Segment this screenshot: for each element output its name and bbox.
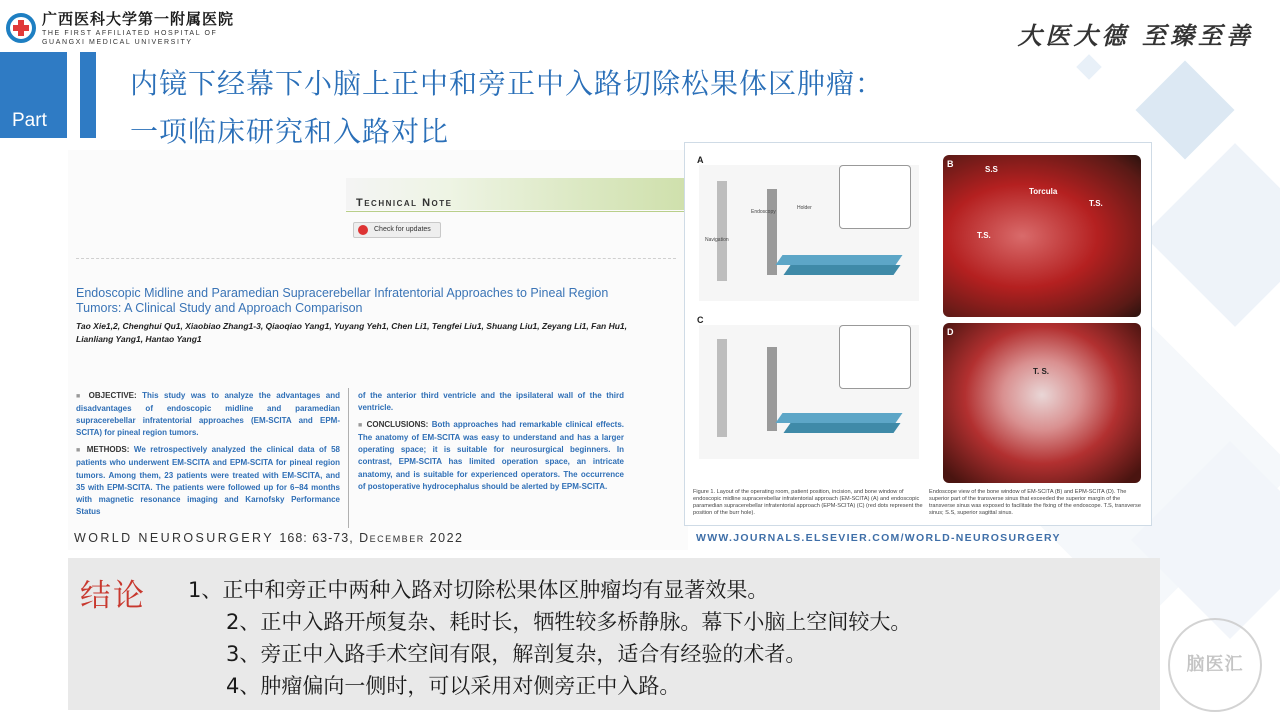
navigation-tower — [767, 189, 777, 275]
endoscopy-tower — [717, 339, 727, 437]
conclusion-item: 2、正中入路开颅复杂、耗时长，牺牲较多桥静脉。幕下小脑上空间较大。 — [226, 610, 912, 634]
hospital-motto: 大医大德 至臻至善 — [1017, 21, 1254, 50]
part-label: Part — [12, 110, 47, 131]
section-label: Technical Note — [356, 197, 453, 209]
bg-diamond — [1076, 54, 1101, 79]
hospital-logo — [6, 8, 234, 47]
bg-diamond — [1143, 143, 1280, 327]
journal-date: December 2022 — [359, 531, 464, 545]
incision-inset — [839, 165, 911, 229]
update-icon — [358, 225, 368, 235]
panel-label: C — [697, 315, 704, 325]
conclusion-item: 1、正中和旁正中两种入路对切除松果体区肿瘤均有显著效果。 — [188, 578, 769, 602]
operating-table — [783, 265, 900, 275]
conclusions-text: Both approaches had remarkable clinical effects. The anatomy of EM-SCITA was easy to understand and has a larger operating space; it is suitable for neurosurgical beginners. In contrast, EPM-SCITA has limited operation space, an intricate anatomy, and is suitable for experienced operators. The occurrence of postoperative hydrocephalus should be alerted by EPM-SCITA. — [358, 420, 624, 491]
objective-label: OBJECTIVE: — [88, 391, 137, 400]
objective-text: This study was to analyze the advantages and disadvantages of endoscopic midline and paramedian supracerebellar infratentorial approaches (EM-SCITA and EPM-SCITA) for pineal region tumors. — [76, 391, 340, 438]
hospital-name — [42, 8, 234, 47]
check-updates-label: Check for updates — [374, 226, 431, 233]
slide-title-line: 内镜下经幕下小脑上正中和旁正中入路切除松果体区肿瘤： — [130, 67, 885, 100]
hospital-name-en: GUANGXI MEDICAL UNIVERSITY — [42, 39, 193, 46]
paper-excerpt — [68, 150, 688, 550]
figure-caption: Endoscope view of the bone window of EM-SCITA (B) and EPM-SCITA (D). The superior part of the transverse sinus that exceeded the superior margin of the transverse sinus was exposed to facilitate the fixing of the endoscope. T.S, transverse sinus; S.S, superior sagittal sinus. — [929, 489, 1141, 516]
hospital-cross-icon — [6, 13, 36, 43]
operating-table — [775, 413, 902, 423]
incision-inset — [839, 325, 911, 389]
room-label: Navigation — [705, 237, 729, 243]
abstract-objective: ■ OBJECTIVE: This study was to analyze the advantages and disadvantages of endoscopic midline and paramedian supracerebellar infratentorial approaches (EM-SCITA and EPM-SCITA) for pineal region tumors. — [76, 391, 340, 438]
abstract-methods: ■ METHODS: We retrospectively analyzed the clinical data of 58 patients who underwent EM-SCITA and EPM-SCITA for pineal region tumors. Among them, 23 patients were treated with EM-SCITA, and 35 with EPM-SCITA. The patients were followed up for 6−84 months with magnetic resonance imaging and Karnofsky Performance Status — [76, 445, 340, 516]
operating-room-illustration-a — [699, 165, 919, 301]
journal-volume: 168: 63-73, — [279, 531, 354, 545]
conclusion-box — [68, 558, 1160, 710]
conclusion-label: 结论 — [80, 578, 146, 614]
panel-label: A — [697, 155, 704, 165]
abstract-left-column — [76, 390, 340, 523]
room-label: Holder — [797, 205, 812, 211]
check-updates-button[interactable] — [353, 222, 441, 238]
journal-url: WWW.JOURNALS.ELSEVIER.COM/WORLD-NEUROSURGERY — [696, 532, 1061, 544]
photo-annotation: T.S. — [977, 231, 991, 240]
operating-table — [775, 255, 902, 265]
conclusion-list — [188, 574, 911, 702]
navigation-tower — [767, 347, 777, 431]
conclusion-item: 3、旁正中入路手术空间有限，解剖复杂，适合有经验的术者。 — [226, 642, 807, 666]
room-label: Endoscopy — [751, 209, 776, 215]
watermark-logo: 脑医汇 — [1168, 618, 1262, 712]
operating-room-illustration-c — [699, 325, 919, 459]
photo-annotation: Torcula — [1029, 187, 1058, 196]
methods-text: We retrospectively analyzed the clinical data of 58 patients who underwent EM-SCITA and EPM-SCITA for pineal region tumors. Among them, 23 patients were treated with EM-SCITA, and 35 with EPM-SCITA. The patients were followed up for 6−84 months with magnetic resonance imaging and Karnofsky Performance Status — [76, 445, 340, 516]
photo-annotation: T. S. — [1033, 367, 1050, 376]
methods-label: METHODS: — [86, 445, 130, 455]
photo-annotation: T.S. — [1089, 199, 1103, 208]
panel-label: D — [947, 327, 954, 337]
part-accent-bar — [80, 52, 96, 138]
abstract-conclusions: ■ CONCLUSIONS: Both approaches had remarkable clinical effects. The anatomy of EM-SCITA was easy to understand and has a larger operating space; it is suitable for neurosurgical beginners. In contrast, EPM-SCITA has limited operation space, an intricate anatomy, and is suitable for experienced operators. The occurrence of postoperative hydrocephalus should be alerted by EPM-SCITA. — [358, 420, 624, 491]
article-authors: Tao Xie1,2, Chenghui Qu1, Xiaobiao Zhang1-3, Qiaoqiao Yang1, Yuyang Yeh1, Chen Li1, Tengfei Liu1, Shuang Liu1, Zeyang Li1, Fan Hu1, Lianliang Yang1, Hantao Yang1 — [76, 321, 628, 344]
hospital-name-cn: 广西医科大学第一附属医院 — [42, 10, 235, 28]
abstract-right-column — [358, 390, 624, 498]
journal-name: WORLD NEUROSURGERY — [74, 531, 274, 545]
hospital-name-en: THE FIRST AFFILIATED HOSPITAL OF — [42, 30, 218, 37]
conclusion-item: 4、肿瘤偏向一侧时，可以采用对侧旁正中入路。 — [226, 674, 681, 698]
article-title: Endoscopic Midline and Paramedian Supracerebellar Infratentorial Approaches to Pineal Region Tumors: A Clinical Study and Approach Comparison — [76, 286, 609, 315]
endoscopy-tower — [717, 181, 727, 281]
endoscope-photo-d — [943, 323, 1141, 483]
operating-table — [783, 423, 900, 433]
divider — [76, 258, 676, 259]
panel-label: B — [947, 159, 954, 169]
part-tab — [0, 52, 67, 138]
divider — [346, 211, 686, 212]
results-continuation: of the anterior third ventricle and the ipsilateral wall of the third ventricle. — [358, 391, 624, 413]
endoscope-photo-b — [943, 155, 1141, 317]
figure-caption: Figure 1. Layout of the operating room, patient position, incision, and bone window of endoscopic midline supracerebellar infratentorial approach (EM-SCITA) (A) and endoscopic paramedian supracerebellar infratentorial approach (EPM-SCITA) (C) (red dots represent the position of the burr hole). — [693, 489, 923, 516]
conclusions-label: CONCLUSIONS: — [366, 420, 429, 430]
figure-1 — [684, 142, 1152, 526]
journal-citation — [74, 531, 463, 545]
column-divider — [348, 388, 349, 528]
slide-title-line: 一项临床研究和入路对比 — [130, 115, 450, 148]
photo-annotation: S.S — [985, 165, 998, 174]
